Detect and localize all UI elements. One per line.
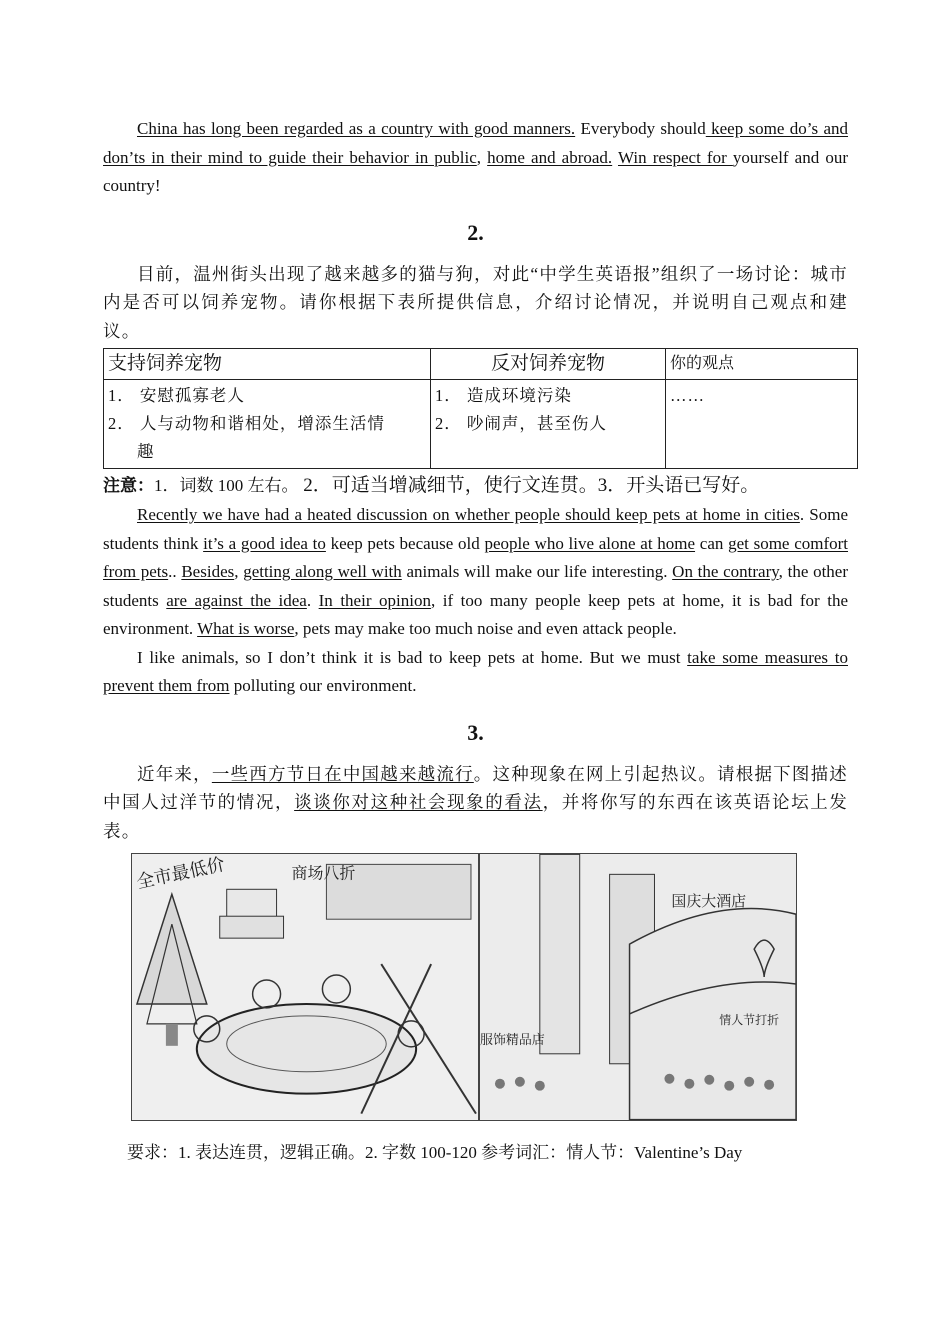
note-item-1: 1．词数 100 左右。 [154,476,299,495]
section-3-heading: 3. [467,719,484,745]
table-header-opinion: 你的观点 [666,349,858,380]
answer1-underlined-phrase: getting along well with [243,562,402,581]
answer1-text: .. [168,562,182,581]
opinion-cell [666,380,858,469]
answer1-underlined-phrase: Recently we have had a heated discussion on whether people should keep pets at home in cities [137,505,800,524]
festival-illustration [131,853,797,1119]
answer1-underlined-phrase: it’s a good idea to [203,533,326,553]
support-reason-2-continued: 趣 [137,442,155,461]
intro-underlined-phrase: China has long been regarded as a country with good manners. [137,119,576,138]
table-header-support: 支持饲养宠物 [104,349,431,380]
dinner-table-icon [197,1004,416,1094]
intro-paragraph [103,115,848,201]
answer1-underlined-phrase: get some comfort from pets [103,533,849,581]
answer1-underlined-phrase: Besides [181,562,235,581]
answer1-text: , pets may make too much noise and even attack people. [294,619,677,638]
answer1-underlined-phrase: people who live alone at home [484,533,696,553]
writing-note [103,471,848,501]
note-item-2: 2．可适当增减细节，使行文连贯。 [298,475,598,496]
illustration-right-sign: 国庆大酒店 [671,892,747,911]
answer1-text: keep pets because old [325,533,485,553]
answer1-text: , if too many people keep pets at home, it is bad for the environment. [103,590,848,638]
prompt3-text: ，并将你写的东西在该英语论坛上发表。 [103,792,849,841]
sample-answer-paragraph-2 [103,644,848,701]
intro-text: yourself and our country! [103,147,848,195]
illustration-left-sign: 商场八折 [291,863,356,883]
prompt3-underlined-phrase: 一些西方节日在中国越来越流行 [211,763,474,784]
answer1-underlined-phrase: are against the idea [166,590,307,610]
illustration-left-panel [131,853,479,1121]
document-page [103,115,848,1167]
answer1-underlined-phrase: What is worse [197,619,295,638]
support-reasons-cell [104,380,431,469]
against-reason-1: 1． 造成环境污染 [435,386,572,405]
intro-underlined-phrase: Win respect for [618,147,733,167]
support-reason-2: 2． 人与动物和谐相处，增添生活情 [108,414,385,433]
table-header-against: 反对饲养宠物 [431,349,666,380]
illustration-right-shop: 服饰精品店 [479,1032,545,1048]
against-reasons-cell [431,380,666,469]
intro-underlined-phrase: home and abroad. [487,147,613,167]
answer2-underlined-phrase: take some measures to prevent them from [103,647,848,695]
sample-answer-paragraph-1 [103,501,848,644]
intro-text: , [476,147,488,167]
pets-opinion-table [103,348,858,469]
answer1-underlined-phrase: On the contrary [672,562,779,581]
illustration-left-caption: 全市最低价 [134,854,227,894]
answer2-text: polluting our environment. [229,676,417,695]
answer1-text: animals will make our life interesting. [401,562,673,581]
section-2-heading: 2. [467,219,484,245]
opinion-placeholder: …… [670,386,705,405]
answer1-text: , [234,562,244,581]
section-3-prompt [103,760,848,846]
section-2-prompt: 目前，温州街头出现了越来越多的猫与狗，对此“中学生英语报”组织了一场讨论：城市内是否可以饲养宠物。请你根据下表所提供信息，介绍讨论情况，并说明自己观点和建议。 [103,263,848,341]
illustration-right-panel [479,853,797,1121]
support-reason-1: 1． 安慰孤寡老人 [108,386,245,405]
answer1-text: . [306,590,319,610]
answer1-text: can [695,533,729,553]
requirements-line: 要求：1. 表达连贯，逻辑正确。2. 字数 100-120 参考词汇：情人节：Valentine’s Day [127,1143,743,1162]
illustration-right-banner: 情人节打折 [719,1012,779,1027]
answer1-text: , the other students [103,562,849,610]
prompt3-text: 近年来， [137,763,212,784]
intro-text: Everybody should [575,119,706,138]
answer1-underlined-phrase: In their opinion [318,590,431,610]
note-label: 注意： [103,476,154,495]
intro-underlined-phrase: keep some do’s and don’ts in their mind to guide their behavior in public [103,119,849,167]
prompt3-text: 。这种现象在网上引起热议。请根据下图描述中国人过洋节的情况， [103,763,848,812]
against-reason-2: 2． 吵闹声，甚至伤人 [435,414,607,433]
note-item-3: 3．开头语已写好。 [597,475,760,496]
answer1-text: . Some students think [103,505,848,553]
answer2-text: I like animals, so I don’t think it is bad to keep pets at home. But we must [137,647,688,667]
prompt3-underlined-phrase: 谈谈你对这种社会现象的看法 [294,792,543,812]
